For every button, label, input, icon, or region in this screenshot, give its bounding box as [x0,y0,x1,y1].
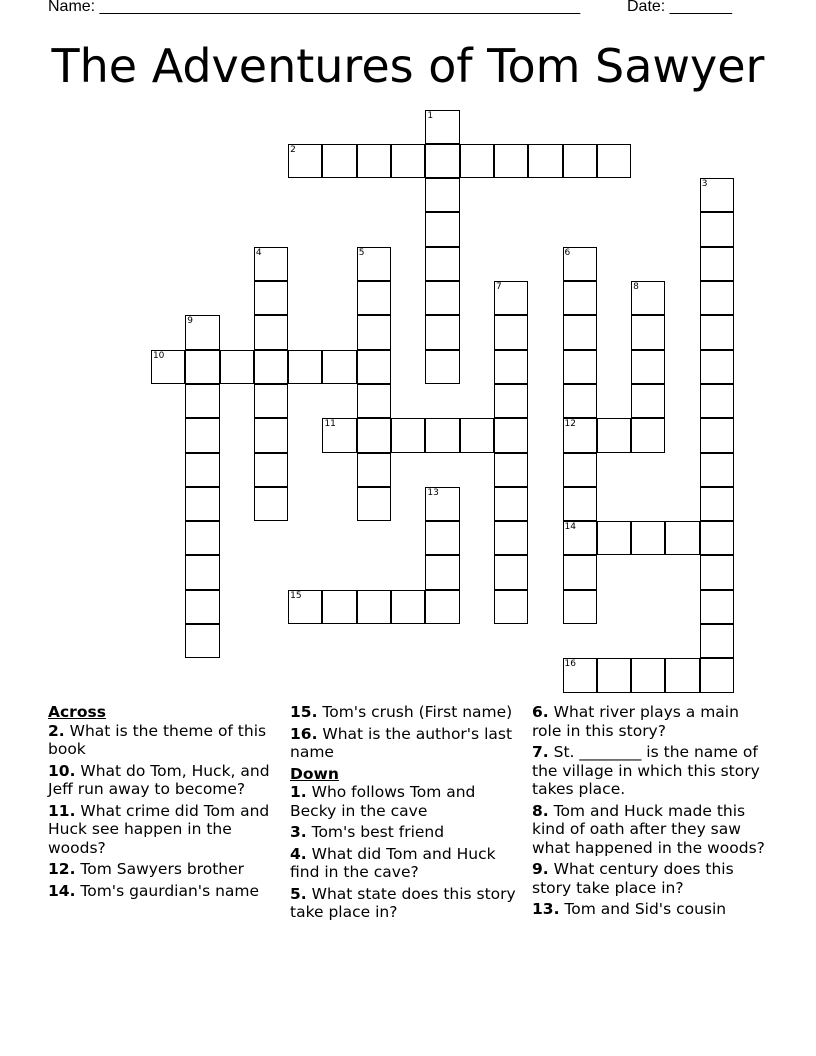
grid-cell[interactable] [254,247,288,281]
grid-cell[interactable] [494,144,528,178]
clue-number-label: 6. [532,703,549,721]
grid-cell[interactable] [357,590,391,624]
clue-number: 3 [701,179,708,190]
grid-cell[interactable] [494,281,528,315]
clue-text: What is the author's last name [290,724,513,761]
grid-cell[interactable] [357,384,391,418]
grid-cell[interactable] [494,590,528,624]
grid-cell[interactable] [563,384,597,418]
grid-cell[interactable] [700,281,734,315]
clue-number: 2 [290,144,296,155]
grid-cell[interactable] [185,384,219,418]
grid-cell[interactable] [391,418,425,452]
clue-item [48,882,284,901]
grid-cell[interactable] [460,144,494,178]
clue-number-label: 12. [48,860,76,878]
grid-cell[interactable] [425,590,459,624]
clue-item [48,802,284,858]
grid-cell[interactable] [185,453,219,487]
clue-item [290,783,520,820]
grid-cell[interactable] [631,315,665,349]
clue-text: What crime did Tom and Huck see happen in the woods? [48,801,270,857]
grid-cell[interactable] [494,350,528,384]
clue-number: 15 [290,590,302,601]
grid-cell[interactable] [185,521,219,555]
grid-cell[interactable] [700,418,734,452]
grid-cell[interactable] [528,144,562,178]
grid-cell[interactable] [185,590,219,624]
clue-number-label: 2. [48,721,65,740]
clue-number: 6 [564,247,571,258]
across-clue-list [48,722,284,901]
clue-text: What do Tom, Huck, and Jeff run away to become? [48,761,270,798]
grid-cell[interactable] [254,384,288,418]
grid-cell[interactable] [494,555,528,589]
grid-cell[interactable] [425,521,459,555]
grid-cell[interactable] [700,555,734,589]
grid-cell[interactable] [288,590,322,624]
grid-cell[interactable] [425,212,459,246]
grid-cell[interactable] [665,658,699,692]
grid-cell[interactable] [391,144,425,178]
clue-text: What river plays a main role in this story? [532,703,739,740]
clue-item [48,860,284,879]
grid-cell[interactable] [254,350,288,384]
grid-cell[interactable] [425,487,459,521]
clue-text: Tom Sawyers brother [75,860,245,878]
grid-cell[interactable] [631,281,665,315]
grid-cell[interactable] [151,350,185,384]
grid-cell[interactable] [357,144,391,178]
grid-cell[interactable] [563,247,597,281]
clue-text: St. ________ is the name of the village in which this story takes place. [532,743,760,798]
grid-cell[interactable] [563,144,597,178]
clues-column-1 [48,703,284,903]
grid-cell[interactable] [563,658,597,692]
grid-cell[interactable] [254,281,288,315]
grid-cell[interactable] [700,384,734,418]
grid-cell[interactable] [563,521,597,555]
grid-cell[interactable] [254,487,288,521]
clue-number-label: 10. [48,761,76,780]
grid-cell[interactable] [185,555,219,589]
clue-number: 16 [564,659,576,670]
down-heading: Down [290,764,339,783]
clue-item [290,823,520,842]
grid-cell[interactable] [185,624,219,658]
grid-cell[interactable] [357,453,391,487]
grid-cell[interactable] [425,247,459,281]
grid-cell[interactable] [391,590,425,624]
across-clue-list-continued [290,703,520,762]
date-field: Date: _______ [627,0,732,15]
grid-cell[interactable] [357,487,391,521]
grid-cell[interactable] [288,144,322,178]
grid-cell[interactable] [254,453,288,487]
grid-cell[interactable] [631,384,665,418]
clue-number-label: 13. [532,900,560,918]
grid-cell[interactable] [322,350,356,384]
clue-text: Tom's best friend [306,823,445,841]
clue-item [532,802,768,858]
grid-cell[interactable] [700,315,734,349]
grid-cell[interactable] [254,418,288,452]
clue-item [532,743,768,799]
grid-cell[interactable] [494,521,528,555]
grid-cell[interactable] [700,658,734,692]
grid-cell[interactable] [220,350,254,384]
grid-cell[interactable] [185,350,219,384]
clue-text: Tom and Huck made this kind of oath after they saw what happened in the woods? [532,801,765,857]
clue-item [48,762,284,799]
clue-text: What is the theme of this book [48,721,267,758]
clue-number: 9 [187,316,193,327]
clue-text: What century does this story take place in? [532,860,734,897]
page-title: The Adventures of Tom Sawyer [51,39,765,93]
grid-cell[interactable] [494,315,528,349]
down-clue-list-continued [532,703,768,919]
clue-number: 7 [495,282,502,293]
clue-number-label: 8. [532,801,549,820]
clue-number: 10 [152,350,165,361]
grid-cell[interactable] [185,487,219,521]
clue-item [532,703,768,740]
grid-cell[interactable] [357,315,391,349]
grid-cell[interactable] [700,247,734,281]
clue-number-label: 1. [290,783,307,801]
grid-cell[interactable] [357,418,391,452]
clue-number-label: 14. [48,881,76,900]
grid-cell[interactable] [425,555,459,589]
clue-item [290,845,520,882]
grid-cell[interactable] [700,487,734,521]
clues-column-2 [290,703,520,925]
clue-number-label: 5. [290,884,307,903]
clue-number-label: 15. [290,703,318,721]
clue-number: 1 [427,110,434,121]
grid-cell[interactable] [563,418,597,452]
grid-cell[interactable] [494,384,528,418]
grid-cell[interactable] [563,281,597,315]
grid-cell[interactable] [494,487,528,521]
clue-text: Tom's gaurdian's name [75,881,260,900]
clue-text: What state does this story take place in? [290,884,516,921]
clue-item [290,703,520,722]
grid-cell[interactable] [322,590,356,624]
clue-item [48,722,284,759]
grid-cell[interactable] [700,178,734,212]
grid-cell[interactable] [563,453,597,487]
grid-cell[interactable] [322,418,356,452]
clue-text: Tom's crush (First name) [317,703,513,721]
grid-cell[interactable] [563,590,597,624]
grid-cell[interactable] [563,487,597,521]
clue-number-label: 16. [290,724,318,743]
grid-cell[interactable] [597,418,631,452]
name-field: Name: ______________________________________________________ [48,0,581,15]
clue-item [290,725,520,762]
clue-text: Tom and Sid's cousin [559,900,727,918]
clue-item [532,900,768,919]
across-heading: Across [48,703,106,721]
clue-number-label: 3. [290,823,307,841]
grid-cell[interactable] [357,247,391,281]
grid-cell[interactable] [425,144,459,178]
clue-number: 4 [255,247,262,258]
grid-cell[interactable] [425,418,459,452]
grid-cell[interactable] [700,453,734,487]
clue-text: What did Tom and Huck find in the cave? [290,844,496,881]
grid-cell[interactable] [597,521,631,555]
grid-cell[interactable] [665,521,699,555]
clue-number-label: 11. [48,801,76,820]
grid-cell[interactable] [254,315,288,349]
clue-number-label: 9. [532,860,549,878]
clue-number: 12 [564,419,576,430]
grid-cell[interactable] [563,555,597,589]
grid-cell[interactable] [185,315,219,349]
clues-column-3 [532,703,768,922]
grid-cell[interactable] [185,418,219,452]
grid-cell[interactable] [563,315,597,349]
grid-cell[interactable] [494,418,528,452]
clue-number: 11 [324,419,336,430]
grid-cell[interactable] [460,418,494,452]
grid-cell[interactable] [631,658,665,692]
clue-number: 5 [358,247,365,258]
grid-cell[interactable] [631,350,665,384]
grid-cell[interactable] [425,110,459,144]
grid-cell[interactable] [700,350,734,384]
clue-text: Who follows Tom and Becky in the cave [290,783,476,820]
grid-cell[interactable] [700,521,734,555]
clue-number: 8 [633,282,639,293]
clue-number-label: 7. [532,743,549,761]
grid-cell[interactable] [631,521,665,555]
grid-cell[interactable] [425,315,459,349]
grid-cell[interactable] [357,350,391,384]
grid-cell[interactable] [425,178,459,212]
down-clue-list [290,783,520,922]
grid-cell[interactable] [563,350,597,384]
grid-cell[interactable] [425,350,459,384]
grid-cell[interactable] [357,281,391,315]
grid-cell[interactable] [425,281,459,315]
clue-number-label: 4. [290,844,307,863]
grid-cell[interactable] [631,418,665,452]
grid-cell[interactable] [597,144,631,178]
grid-cell[interactable] [700,624,734,658]
grid-cell[interactable] [288,350,322,384]
clue-number: 14 [564,522,576,533]
clue-item [532,860,768,897]
grid-cell[interactable] [494,453,528,487]
grid-cell[interactable] [700,212,734,246]
grid-cell[interactable] [700,590,734,624]
clue-item [290,885,520,922]
grid-cell[interactable] [322,144,356,178]
grid-cell[interactable] [597,658,631,692]
clue-number: 13 [427,487,439,498]
